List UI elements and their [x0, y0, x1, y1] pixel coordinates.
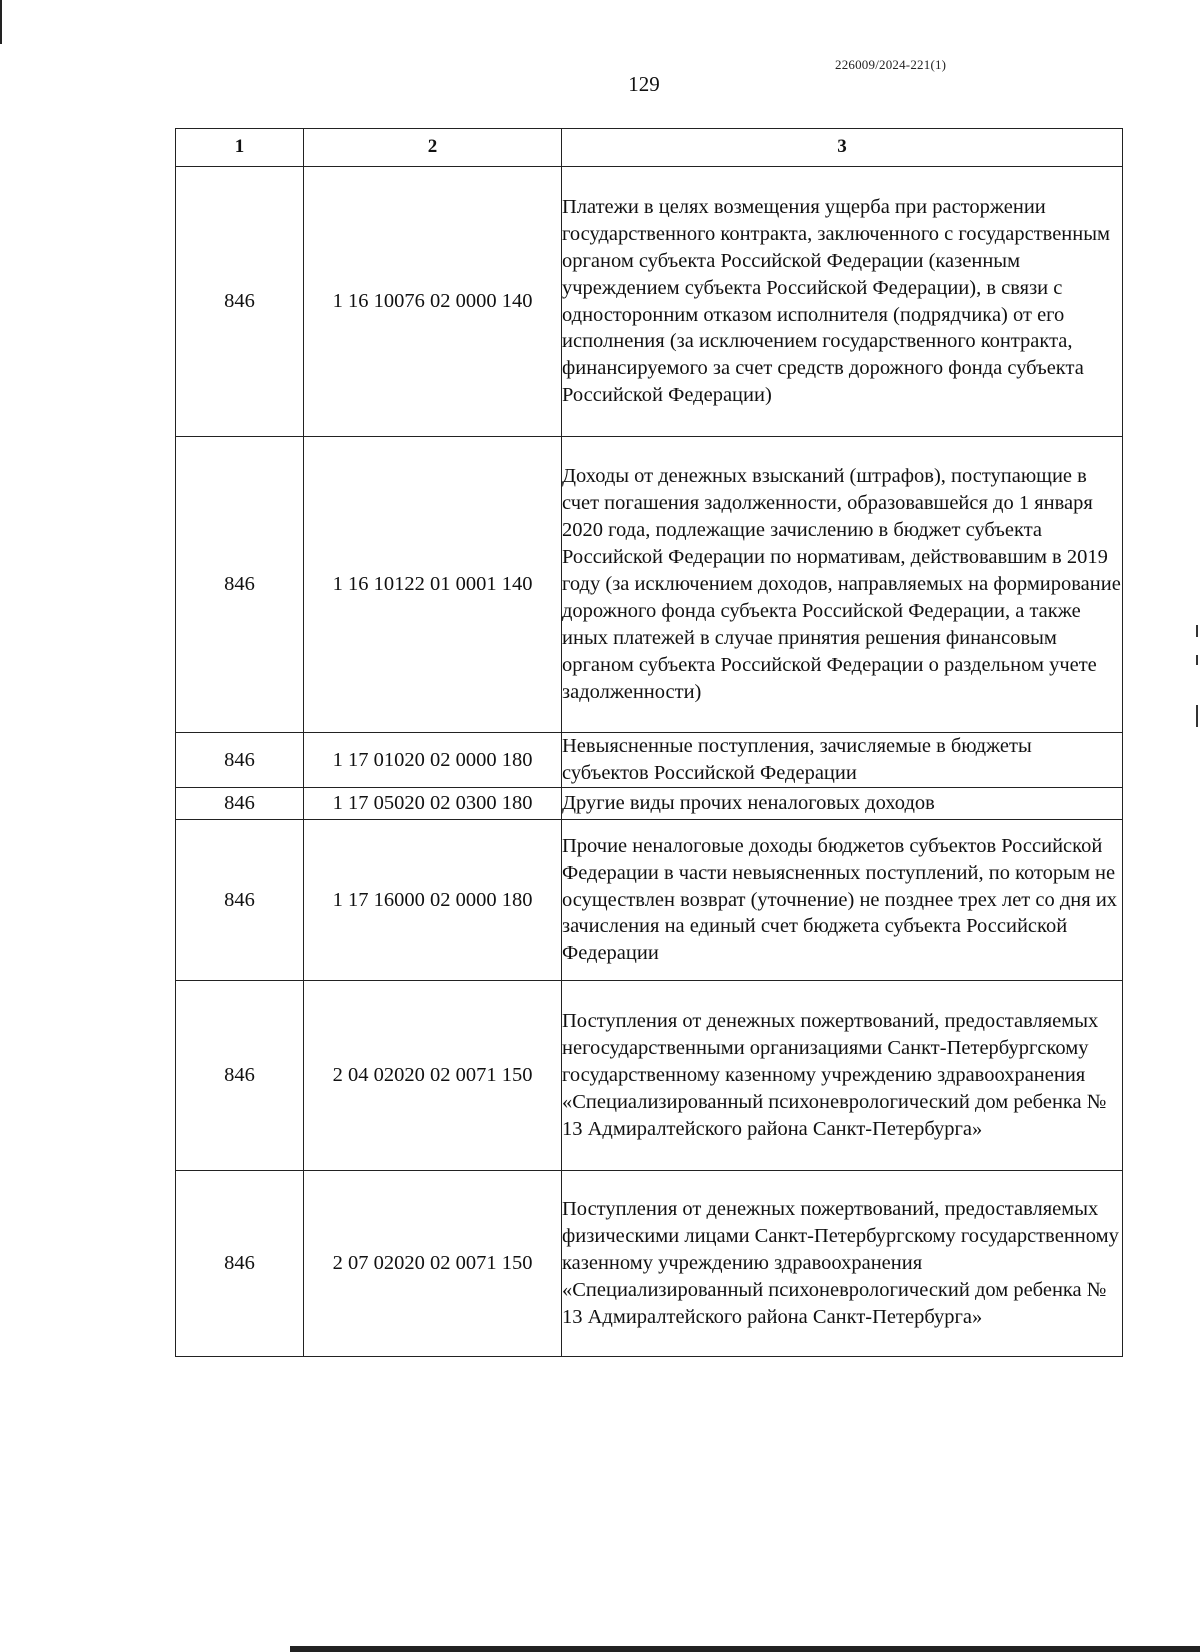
admin-code-cell: 846	[176, 981, 304, 1171]
column-header-3: 3	[562, 129, 1123, 167]
page-number: 129	[628, 72, 660, 96]
admin-code-cell: 846	[176, 820, 304, 981]
admin-code-cell: 846	[176, 788, 304, 820]
table-row	[176, 167, 1123, 437]
description-cell: Поступления от денежных пожертвований, предоставляемых негосударственными организациями Санкт-Петербургскому государственному казенному учреждению здравоохранения «Специализированный психоневрологический дом ребенка № 13 Адмиралтейского района Санкт-Петербурга»	[562, 981, 1123, 1171]
description-cell: Невыясненные поступления, зачисляемые в бюджеты субъектов Российской Федерации	[562, 733, 1123, 788]
table-row	[176, 981, 1123, 1171]
description-cell: Платежи в целях возмещения ущерба при расторжении государственного контракта, заключенного с государственным органом субъекта Российской Федерации (казенным учреждением субъекта Российской Федерации), в связи с односторонним отказом исполнителя (подрядчика) от его исполнения (за исключением государственного контракта, финансируемого за счет средств дорожного фонда субъекта Российской Федерации)	[562, 167, 1123, 437]
description-cell: Доходы от денежных взысканий (штрафов), поступающие в счет погашения задолженности, образовавшейся до 1 января 2020 года, подлежащие зачислению в бюджет субъекта Российской Федерации по нормативам, действовавшим в 2019 году (за исключением доходов, направляемых на формирование дорожного фонда субъекта Российской Федерации, а также иных платежей в случае принятия решения финансовым органом субъекта Российской Федерации о раздельном учете задолженности)	[562, 437, 1123, 733]
table-row	[176, 733, 1123, 788]
income-codes-table	[175, 128, 1123, 1357]
income-code-cell: 1 17 01020 02 0000 180	[304, 733, 562, 788]
scan-bottom-edge	[290, 1646, 1200, 1652]
description-cell: Прочие неналоговые доходы бюджетов субъектов Российской Федерации в части невыясненных поступлений, по которым не осуществлен возврат (уточнение) не позднее трех лет со дня их зачисления на единый счет бюджета субъекта Российской Федерации	[562, 820, 1123, 981]
admin-code-cell: 846	[176, 733, 304, 788]
income-code-cell: 1 17 16000 02 0000 180	[304, 820, 562, 981]
scan-edge-mark	[0, 0, 2, 44]
table-header-row	[176, 129, 1123, 167]
document-reference: 226009/2024-221(1)	[835, 57, 947, 72]
admin-code-cell: 846	[176, 167, 304, 437]
description-cell: Поступления от денежных пожертвований, предоставляемых физическими лицами Санкт-Петербургскому государственному казенному учреждению здравоохранения «Специализированный психоневрологический дом ребенка № 13 Адмиралтейского района Санкт-Петербурга»	[562, 1171, 1123, 1357]
table-row	[176, 1171, 1123, 1357]
income-code-cell: 1 16 10122 01 0001 140	[304, 437, 562, 733]
column-header-2: 2	[304, 129, 562, 167]
income-code-cell: 1 16 10076 02 0000 140	[304, 167, 562, 437]
table-row	[176, 788, 1123, 820]
column-header-1: 1	[176, 129, 304, 167]
table-row	[176, 437, 1123, 733]
admin-code-cell: 846	[176, 1171, 304, 1357]
income-code-cell: 2 04 02020 02 0071 150	[304, 981, 562, 1171]
admin-code-cell: 846	[176, 437, 304, 733]
income-code-cell: 1 17 05020 02 0300 180	[304, 788, 562, 820]
description-cell: Другие виды прочих неналоговых доходов	[562, 788, 1123, 820]
scan-margin-mark	[1196, 625, 1198, 637]
table-row	[176, 820, 1123, 981]
scan-margin-mark	[1196, 705, 1198, 727]
income-code-cell: 2 07 02020 02 0071 150	[304, 1171, 562, 1357]
scan-margin-mark	[1196, 655, 1198, 665]
